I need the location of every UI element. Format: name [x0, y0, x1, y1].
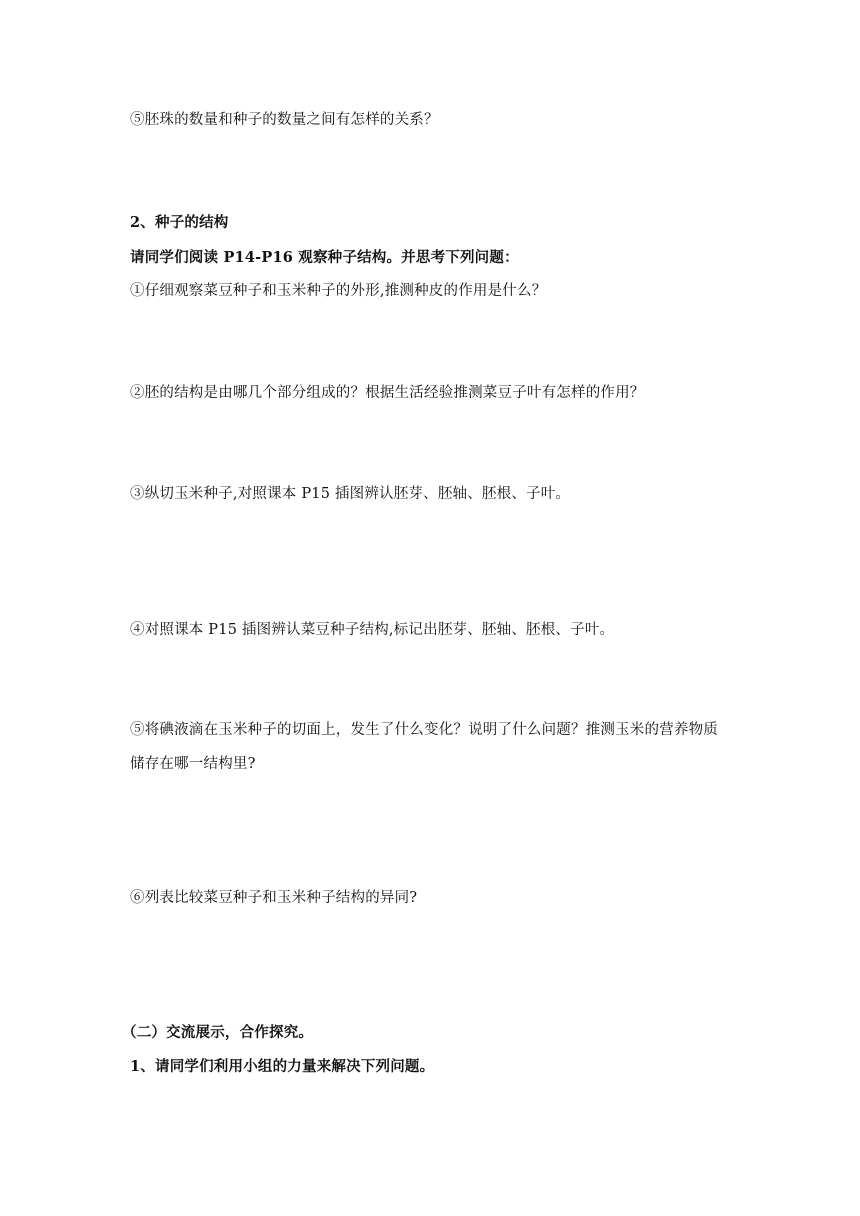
- part-two-item-one: 1、请同学们利用小组的力量来解决下列问题。: [130, 1058, 435, 1075]
- question-ovule-seed-relation: ⑤胚珠的数量和种子的数量之间有怎样的关系？: [130, 112, 439, 128]
- question-corn-section: ③纵切玉米种子,对照课本 P15 插图辨认胚芽、胚轴、胚根、子叶。: [130, 486, 571, 502]
- question-seed-coat: ①仔细观察菜豆种子和玉米种子的外形,推测种皮的作用是什么？: [130, 283, 547, 299]
- section-title-seed-structure: 2、种子的结构: [130, 214, 229, 231]
- question-iodine-test: ⑤将碘液滴在玉米种子的切面上，发生了什么变化？说明了什么问题？推测玉米的营养物质: [130, 722, 718, 738]
- question-bean-structure: ④对照课本 P15 插图辨认菜豆种子结构,标记出胚芽、胚轴、胚根、子叶。: [130, 622, 615, 638]
- section-instruction: 请同学们阅读 P14-P16 观察种子结构。并思考下列问题：: [130, 249, 519, 266]
- question-iodine-test-cont: 储存在哪一结构里?: [130, 756, 256, 772]
- question-embryo-parts: ②胚的结构是由哪几个部分组成的？根据生活经验推测菜豆子叶有怎样的作用？: [130, 385, 645, 401]
- question-compare-seeds: ⑥列表比较菜豆种子和玉米种子结构的异同?: [130, 890, 418, 906]
- part-two-title: （二）交流展示，合作探究。: [122, 1024, 314, 1041]
